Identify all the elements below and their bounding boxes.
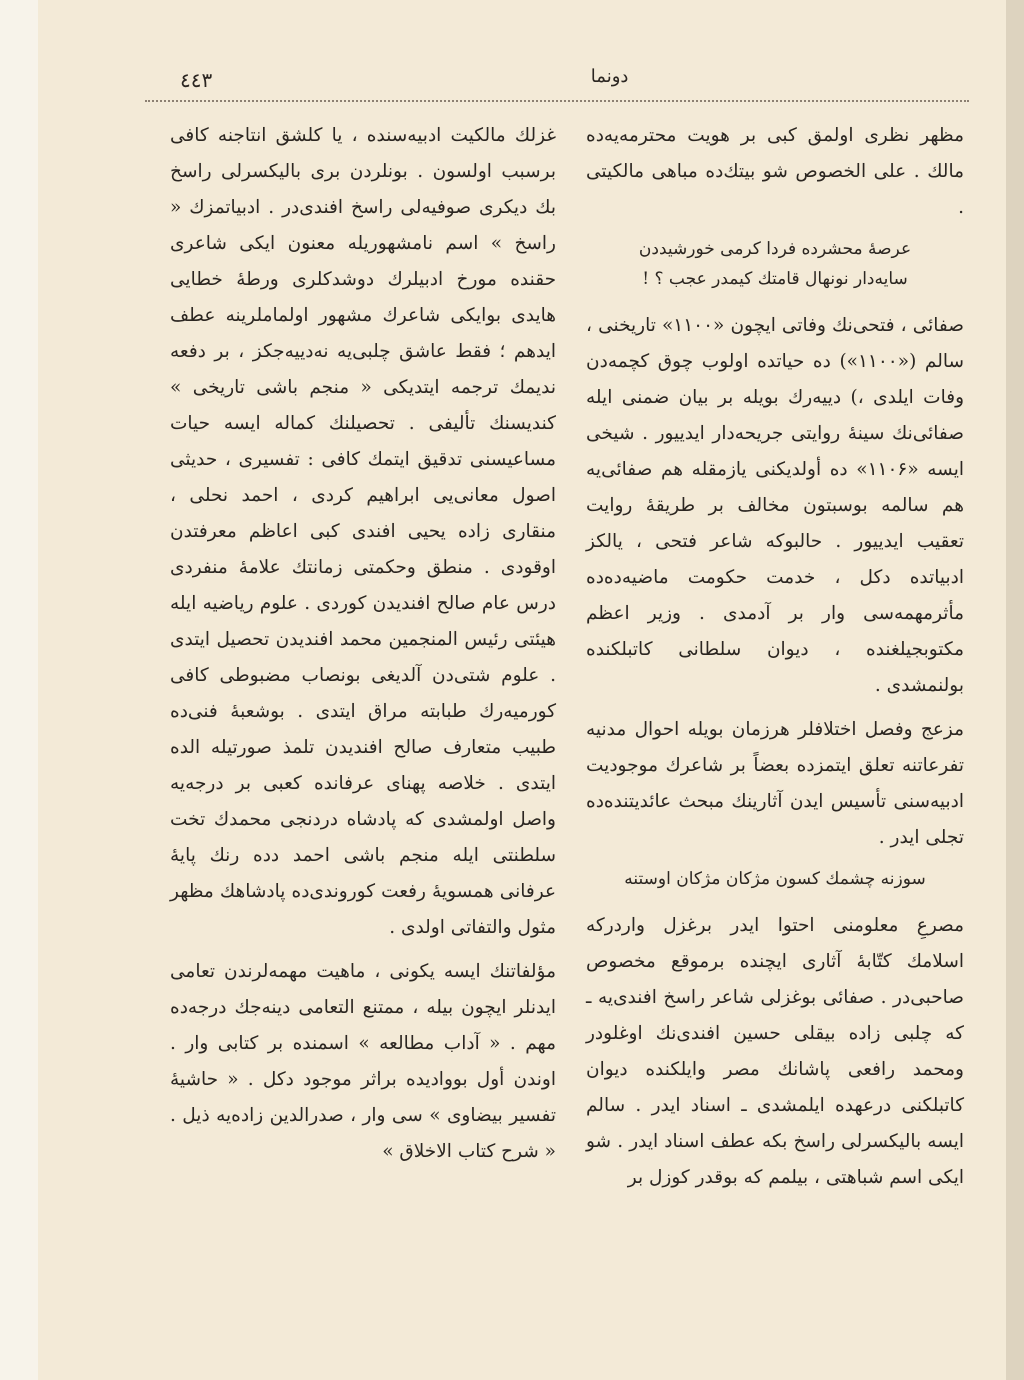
verse-line: سوزنه چشمك کسون مژکان مژکان اوستنه (624, 869, 926, 889)
left-column (170, 118, 556, 1340)
page-number: ٤٤٣ (180, 68, 213, 92)
right-column (586, 118, 964, 1340)
paragraph: صفائی ، فتحی‌نك وفاتی ایچون «۱۱۰۰» تاریخنی ، سالم («۱۱۰۰») ده حیاتده اولوب چوق کچمه‌دن وفات ایلدی ،) دییه‌رك بویله بر بیان ضمنی ایله صفائی‌نك سینهٔ روایتی جریحه‌دار ایدییور . شیخی ایسه «۱۱۰۶» ده أولدیکنی یازمقله هم صفائی‌یه هم سالمه بوسبتون مخالف بر طریقهٔ روایت تعقیب ایدییور . حالبوکه شاعر فتحی ، یالکز ادبیاتده دکل ، خدمت حکومت ماضیه‌ده‌ده مأثرمهمه‌سی وار بر آدمدی . وزیر اعظم مکتوبجیلغنده ، دیوان سلطانی کاتبلکنده بولنمشدی . (586, 315, 964, 696)
paragraph: غزلك مالکیت ادبیه‌سنده ، یا کلشق انتاجنه کافی برسبب اولسون . بونلردن بری بالیکسرلی راسخ بك دیکری صوفیه‌لی راسخ افندی‌در . ادبیاتمزك « راسخ » اسم نامشهوریله معنون ایکی شاعری حقنده مورخ ادبیلرك دوشدکلری ورطهٔ خطایی هایدی بوایکی شاعرك مشهور اولماملرینه عطف ایدهم ؛ فقط عاشق چلبی‌یه نه‌دییه‌جکز ، بر دفعه ندیمك ترجمه ایتدیکی « منجم باشی تاریخی » کندیسنك تألیفی . تحصیلنك کماله ایسه حیات مساعیسنی تدقیق ایتمك کافی : تفسیری ، حدیثی اصول معانی‌یی ابراهیم کردی ، احمد نحلی ، منقاری زاده یحیی افندی کبی اعاظم معرفتدن اوقودی . منطق وحکمتی زمانتك علامهٔ منفردی درس عام صالح افندیدن کوردی . علوم ریاضیه ایله هیئتی رئیس المنجمین محمد افندیدن تحصیل ایتدی . علوم شتی‌دن آلدیغی بونصاب مضبوطی کافی کورمیه‌رك طبابته مراق ایتدی . بوشعبهٔ فنی‌ده طبیب متعارف صالح افندیدن تلمذ صورتیله الده ایتدی . خلاصه پهنای عرفانده کعبی بر درجه‌یه واصل اولمشدی که پادشاه دردنجی محمدك تخت سلطنتی ایله منجم باشی احمد دده رنك پایهٔ عرفانی همسویهٔ رفعت کوروندی‌ده پادشاهك مظهر مثول والتفاتی اولدی . (170, 125, 556, 938)
paragraph: مزعج وفصل اختلافلر هرزمان بویله احوال مدنیه تفرعاتنه تعلق ایتمزده بعضاً بر شاعرك موجودیت ادبیه‌سنی تأسیس ایدن آثارینك مبحث عائدیتنده‌ده تجلی ایدر . (586, 719, 964, 848)
page-header (180, 60, 964, 100)
page-margin-left (0, 0, 38, 1380)
paragraph: مؤلفاتنك ایسه یکونی ، ماهیت مهمه‌لرندن تعامی ایدنلر ایچون بیله ، ممتنع التعامی دینه‌جك درجه‌ده مهم . « آداب مطالعه » اسمنده بر کتابی وار . اوندن أول بوواديده براثر موجود دکل . « حاشیهٔ تفسیر بیضاوی » سی وار ، صدرالدین زاده‌یه ذیل . « شرح کتاب الاخلاق » (170, 961, 556, 1162)
paragraph: مظهر نظری اولمق کبی بر هویت محترمه‌یه‌ده مالك . علی الخصوص شو بیتك‌ده مباهی مالکیتی . (586, 125, 964, 218)
header-divider (145, 100, 969, 102)
running-title: دونما (590, 66, 629, 87)
verse-couplet (586, 234, 964, 294)
verse-line: سایه‌دار نونهال قامتك کیمدر عجب ؟ ! (642, 269, 908, 289)
verse-line: عرصهٔ محشرده فردا کرمی خورشیددن (638, 239, 912, 259)
page-margin-right (1006, 0, 1024, 1380)
paragraph: مصرعِ معلومنی احتوا ایدر برغزل واردرکه اسلامك کتّابهٔ آثاری ایچنده برموقع مخصوص صاحبی‌در . صفائی بوغزلی شاعر راسخ افندی‌یه ـ که چلبی زاده بیقلی حسین افندی‌نك اوغلودر ومحمد رافعی پاشانك مصر وایلکنده دیوان کاتبلکنی درعهده ایلمشدی ـ اسناد ایدر . سالم ایسه بالیکسرلی راسخ بکه عطف اسناد ایدر . شو ایکی اسم شباهتی ، بیلمم که بوقدر کوزل بر (586, 915, 964, 1188)
